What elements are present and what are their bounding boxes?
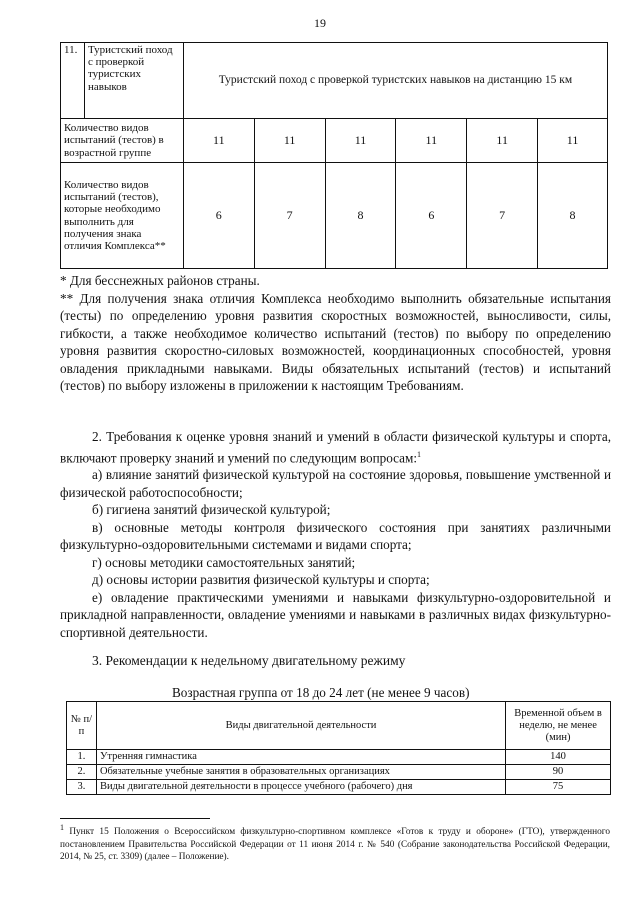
table-caption: Возрастная группа от 18 до 24 лет (не менее 9 часов) bbox=[172, 685, 470, 700]
row-minutes: 140 bbox=[506, 750, 611, 765]
note-snowless: * Для бесснежных районов страны. bbox=[60, 273, 260, 288]
list-item: б) гигиена занятий физической культурой; bbox=[92, 502, 331, 518]
table-row bbox=[67, 780, 611, 795]
count-value: 11 bbox=[396, 119, 467, 163]
required-value: 8 bbox=[538, 163, 608, 269]
tests-table bbox=[60, 42, 608, 269]
row-minutes: 90 bbox=[506, 765, 611, 780]
required-value: 7 bbox=[254, 163, 325, 269]
required-label: Количество видов испытаний (тестов), которые необходимо выполнить для получения знака отличия Комплекса** bbox=[61, 163, 184, 269]
page-number: 19 bbox=[314, 16, 326, 30]
table-row bbox=[61, 43, 608, 119]
row-activity: Обязательные учебные занятия в образовательных организациях bbox=[96, 765, 505, 780]
table-row bbox=[67, 750, 611, 765]
count-value: 11 bbox=[183, 119, 254, 163]
row-description: Туристский поход с проверкой туристских навыков на дистанцию 15 км bbox=[183, 43, 607, 119]
row-minutes: 75 bbox=[506, 780, 611, 795]
section-3-heading: 3. Рекомендации к недельному двигательному режиму bbox=[92, 653, 406, 668]
footnote-number: 1 bbox=[60, 823, 64, 832]
count-value: 11 bbox=[254, 119, 325, 163]
row-number: 3. bbox=[67, 780, 97, 795]
list-item: д) основы истории развития физической культуры и спорта; bbox=[92, 572, 430, 588]
list-item: в) основные методы контроля физического состояния при занятиях различными физкультурно-оздоровительными системами и видами спорта; bbox=[60, 519, 611, 553]
count-value: 11 bbox=[467, 119, 538, 163]
header-activity: Виды двигательной деятельности bbox=[96, 702, 505, 750]
row-number: 2. bbox=[67, 765, 97, 780]
row-name: Туристский поход с проверкой туристских навыков bbox=[84, 43, 183, 119]
required-value: 7 bbox=[467, 163, 538, 269]
footnote-divider bbox=[60, 818, 210, 819]
section-2 bbox=[60, 428, 611, 641]
row-activity: Утренняя гимнастика bbox=[96, 750, 505, 765]
section-2-intro: 2. Требования к оценке уровня знаний и умений в области физической культуры и спорта, включают проверку знаний и умений по следующим вопросам:$^1$ bbox=[60, 429, 611, 465]
count-value: 11 bbox=[325, 119, 396, 163]
footnote bbox=[60, 822, 610, 864]
required-value: 6 bbox=[396, 163, 467, 269]
row-activity: Виды двигательной деятельности в процессе учебного (рабочего) дня bbox=[96, 780, 505, 795]
footnote-text: Пункт 15 Положения о Всероссийском физкультурно-спортивном комплексе «Готов к труду и обороне» (ГТО), утвержденного постановлением Правительства Российской Федерации от 11 июня 2014 г. № 540 (Собрание законодательства Российской Федерации, 2014, № 25, ст. 3309) (далее – Положение). bbox=[60, 827, 610, 863]
activity-table bbox=[66, 701, 611, 795]
table-row bbox=[61, 163, 608, 269]
table-header-row bbox=[67, 702, 611, 750]
table-row bbox=[61, 119, 608, 163]
count-label: Количество видов испытаний (тестов) в возрастной группе bbox=[61, 119, 184, 163]
header-number: № п/п bbox=[67, 702, 97, 750]
header-time: Временной объем в неделю, не менее (мин) bbox=[506, 702, 611, 750]
note-distinction: ** Для получения знака отличия Комплекса необходимо выполнить обязательные испытания (тесты) по определению уровня развития скоростных возможностей, выносливости, силы, гибкости, а также необходимое количество испытаний (тестов) по выбору по определению уровня развития скоростно-силовых возможностей, координационных способностей, уровня овладения прикладными навыками. Виды обязательных испытаний (тестов) и испытаний (тестов) по выбору изложены в приложении к настоящим Требованиям. bbox=[60, 290, 611, 393]
required-value: 6 bbox=[183, 163, 254, 269]
list-item: г) основы методики самостоятельных занятий; bbox=[92, 554, 356, 570]
table-notes bbox=[60, 272, 611, 395]
row-number: 1. bbox=[67, 750, 97, 765]
list-item: е) овладение практическими умениями и навыками физкультурно-оздоровительной и прикладной направленности, овладение умениями и навыками в различных видах физкультурно-спортивной деятельности. bbox=[60, 589, 611, 640]
list-item: а) влияние занятий физической культурой на состояние здоровья, повышение умственной и физической работоспособности; bbox=[60, 467, 611, 500]
footnote-mark: 1 bbox=[417, 449, 422, 459]
required-value: 8 bbox=[325, 163, 396, 269]
row-number: 11. bbox=[61, 43, 85, 119]
count-value: 11 bbox=[538, 119, 608, 163]
table-row bbox=[67, 765, 611, 780]
